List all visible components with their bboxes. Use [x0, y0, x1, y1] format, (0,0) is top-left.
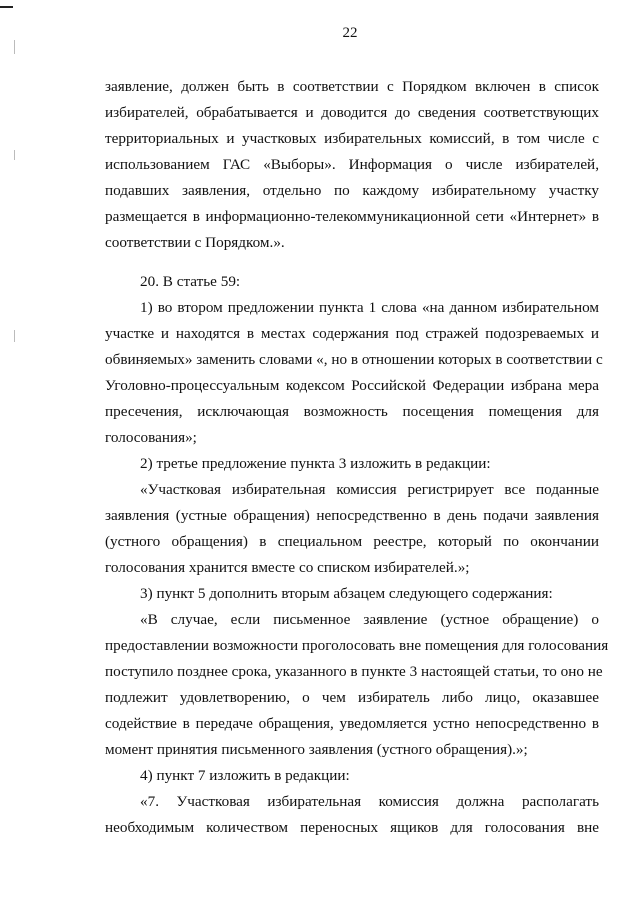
- text-line: использованием ГАС «Выборы». Информация о числе избирателей,: [105, 156, 599, 173]
- text-line: соответствии с Порядком.».: [105, 234, 285, 251]
- text-line: «Участковая избирательная комиссия регистрирует все поданные: [140, 481, 599, 498]
- text-line: содействие в передаче обращения, уведомляется устно непосредственно в: [105, 715, 599, 732]
- text-line: 3) пункт 5 дополнить вторым абзацем следующего содержания:: [140, 585, 553, 602]
- scan-speck: [14, 40, 15, 54]
- text-line: обвиняемых» заменить словами «, но в отношении которых в соответствии с: [105, 351, 603, 368]
- text-line: (устного обращения) в специальном реестре, который по окончании: [105, 533, 599, 550]
- text-line: «7. Участковая избирательная комиссия должна располагать: [140, 793, 599, 810]
- text-line: участке и находятся в местах содержания под стражей подозреваемых и: [105, 325, 599, 342]
- text-line: голосования хранится вместе со списком избирателей.»;: [105, 559, 470, 576]
- text-line: подавших заявления, отдельно по каждому избирательному участку: [105, 182, 599, 199]
- text-line: необходимым количеством переносных ящиков для голосования вне: [105, 819, 599, 836]
- scan-speck: [14, 330, 15, 342]
- text-line: территориальных и участковых избирательных комиссий, в том числе с: [105, 130, 599, 147]
- text-line: заявление, должен быть в соответствии с Порядком включен в список: [105, 78, 599, 95]
- text-line: предоставлении возможности проголосовать вне помещения для голосования: [105, 637, 609, 654]
- text-line: 1) во втором предложении пункта 1 слова «на данном избирательном: [140, 299, 599, 316]
- scan-edge-mark: [0, 6, 13, 8]
- text-line: размещается в информационно-телекоммуникационной сети «Интернет» в: [105, 208, 599, 225]
- text-line: поступило позднее срока, указанного в пункте 3 настоящей статьи, то оно не: [105, 663, 603, 680]
- text-line: «В случае, если письменное заявление (устное обращение) о: [140, 611, 599, 628]
- text-line: голосования»;: [105, 429, 197, 446]
- text-line: пресечения, исключающая возможность посещения помещения для: [105, 403, 599, 420]
- scan-speck: [14, 150, 15, 160]
- text-line: избирателей, обрабатывается и доводится до сведения соответствующих: [105, 104, 599, 121]
- text-line: 2) третье предложение пункта 3 изложить в редакции:: [140, 455, 491, 472]
- text-line: 4) пункт 7 изложить в редакции:: [140, 767, 350, 784]
- article-heading: 20. В статье 59:: [140, 273, 241, 290]
- text-line: подлежит удовлетворению, о чем избиратель либо лицо, оказавшее: [105, 689, 599, 706]
- page-number: 22: [342, 25, 358, 41]
- text-line: момент принятия письменного заявления (устного обращения).»;: [105, 741, 528, 758]
- text-line: заявления (устные обращения) непосредственно в день подачи заявления: [105, 507, 599, 524]
- text-line: Уголовно-процессуальным кодексом Российской Федерации избрана мера: [105, 377, 599, 394]
